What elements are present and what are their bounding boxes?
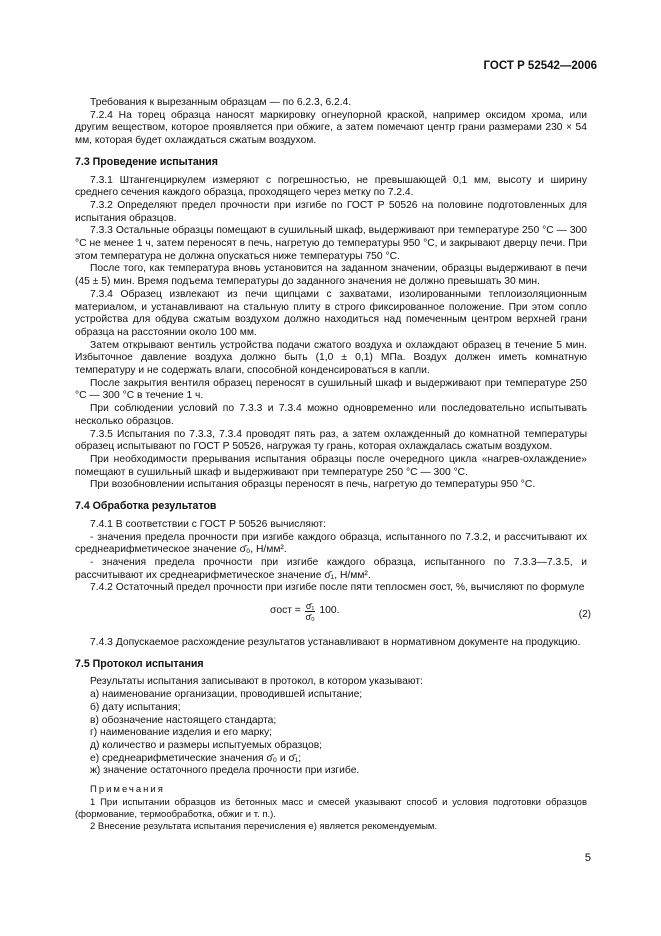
section-heading-7-5: 7.5 Протокол испытания: [75, 657, 204, 670]
paragraph: - значения предела прочности при изгибе каждого образца, испытанного по 7.3.3—7.3.5, и рассчитывают их среднеарифметическое значение σ̄₁, Н/мм².: [75, 556, 587, 581]
paragraph: 7.3.1 Штангенциркулем измеряют с погрешностью, не превышающей 0,1 мм, высоту и ширину среднего сечения каждого образца, проходящего через метку по 7.2.4.: [75, 174, 587, 199]
paragraph: 7.4.2 Остаточный предел прочности при изгибе после пяти теплосмен σост, %, вычисляют по формуле: [90, 582, 585, 594]
formula-number: (2): [578, 609, 591, 621]
section-heading-7-3: 7.3 Проведение испытания: [75, 155, 218, 168]
formula-expression: [270, 601, 339, 622]
paragraph: После закрытия вентиля образец переносят в сушильный шкаф и выдерживают при температуре 250 °С — 300 °С в течение 1 ч.: [75, 377, 587, 402]
list-item: е) среднеарифметические значения σ̄₀ и σ̄₁;: [90, 752, 302, 764]
list-item: а) наименование организации, проводившей испытание;: [90, 689, 363, 701]
formula-denominator: σ̄₀: [305, 612, 315, 623]
paragraph: - значения предела прочности при изгибе каждого образца, испытанного по 7.3.2, и рассчитывают их среднеарифметическое значение σ̄₀, Н/мм².: [75, 531, 587, 556]
protocol-list: [75, 689, 587, 778]
document-header: ГОСТ Р 52542—2006: [483, 60, 597, 72]
formula-numerator: σ̄₁: [305, 601, 315, 612]
paragraph: 7.4.1 В соответствии с ГОСТ Р 50526 вычисляют:: [90, 518, 327, 530]
paragraph: 7.3.4 Образец извлекают из печи щипцами с захватами, изолированными теплоизоляционным материалом, и устанавливают на стальную плиту в строго фиксированное положение. При этом сопло устройства для обдува сжатым воздухом должно находиться над помеченным центром верхней грани образца на расстоянии около 100 мм.: [75, 288, 587, 338]
list-item: ж) значение остаточного предела прочности при изгибе.: [90, 765, 360, 777]
page-content: [75, 97, 591, 833]
paragraph: 7.2.4 На торец образца наносят маркировку огнеупорной краской, например оксидом хрома, или другим веществом, которое проявляется при обжиге, а затем помечают центр грани размерами 230 × 54 мм, которая будет охлаждаться сжатым воздухом.: [75, 109, 587, 147]
formula-lhs: σост =: [270, 605, 301, 617]
paragraph: При соблюдении условий по 7.3.3 и 7.3.4 можно одновременно или последовательно испытывать несколько образцов.: [75, 403, 587, 427]
paragraph: Результаты испытания записывают в протокол, в котором указывают:: [90, 676, 423, 688]
formula-2: [75, 597, 591, 631]
paragraph: Требования к вырезанным образцам — по 6.2.3, 6.2.4.: [90, 97, 352, 108]
paragraph: Затем открывают вентиль устройства подачи сжатого воздуха и охлаждают образец в течение 5 мин. Избыточное давление воздуха должно быть (1,0 ± 0,1) МПа. Воздух должен иметь комнатную температуру и не содержать влаги, способной конденсироваться в капли.: [75, 339, 587, 377]
page-number: 5: [584, 852, 591, 864]
formula-rhs: 100.: [319, 605, 340, 617]
notes-title: Примечания: [90, 784, 165, 796]
list-item: г) наименование изделия и его марку;: [90, 727, 272, 739]
formula-fraction: [305, 601, 316, 622]
paragraph: 7.3.2 Определяют предел прочности при изгибе по ГОСТ Р 50526 на половине подготовленных для испытания образцов.: [75, 199, 587, 224]
paragraph: 7.3.5 Испытания по 7.3.3, 7.3.4 проводят пять раз, а затем охлажденный до комнатной температуры образец испытывают по ГОСТ Р 50526, нагружая ту грань, которая охлаждалась сжатым воздухом.: [75, 428, 587, 453]
paragraph: После того, как температура вновь установится на заданном значении, образцы выдерживают в печи (45 ± 5) мин. Время подъема температуры до заданного значения не должно превышать 30 мин.: [75, 263, 587, 288]
paragraph: При необходимости прерывания испытания образцы после очередного цикла «нагрев-охлаждение» помещают в сушильный шкаф и выдерживают при температуре 250 °С — 300 °С.: [75, 453, 587, 478]
section-heading-7-4: 7.4 Обработка результатов: [75, 500, 217, 513]
list-item: в) обозначение настоящего стандарта;: [90, 714, 277, 726]
paragraph: 7.4.3 Допускаемое расхождение результатов устанавливают в нормативном документе на продукцию.: [90, 637, 581, 649]
note: 2 Внесение результата испытания перечисления е) является рекомендуемым.: [90, 820, 438, 832]
list-item: д) количество и размеры испытуемых образцов;: [90, 739, 323, 751]
paragraph: 7.3.3 Остальные образцы помещают в сушильный шкаф, выдерживают при температуре 250 °С — 300 °С не менее 1 ч, затем переносят в печь, нагретую до температуры 950 °С, и закрывают дверцу печи. При этом температура не должна опускаться ниже температуры 750 °С.: [75, 225, 587, 262]
paragraph: При возобновлении испытания образцы переносят в печь, нагретую до температуры 950 °С.: [90, 479, 536, 491]
list-item: б) дату испытания;: [90, 701, 181, 713]
note: 1 При испытании образцов из бетонных масс и смесей указывают способ и условия подготовки образцов (формование, термообработка, обжиг и т. п.).: [75, 796, 587, 820]
